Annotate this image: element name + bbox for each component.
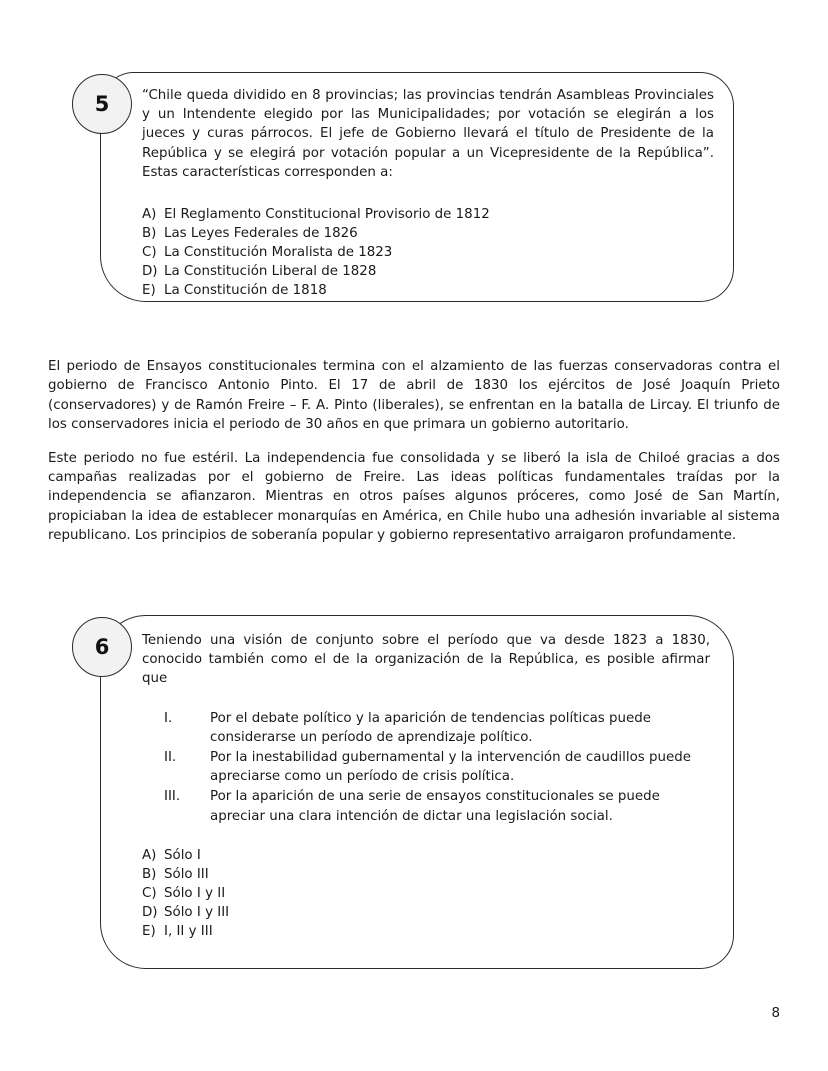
option-text: I, II y III (164, 923, 213, 939)
option-text: La Constitución de 1818 (164, 283, 327, 299)
body-text-block (48, 357, 780, 546)
option-text: Sólo I (164, 847, 201, 863)
answer-options-6 (142, 846, 710, 941)
statement-item (142, 709, 710, 747)
answer-options-5 (142, 205, 714, 300)
option-key: C) (142, 245, 157, 261)
option-text: Sólo I y III (164, 904, 230, 920)
statement-numeral: II. (164, 750, 177, 766)
statement-text: Por la aparición de una serie de ensayos constitucionales se puede apreciar una clara intención de dictar una legislación social. (210, 789, 660, 824)
option-text: El Reglamento Constitucional Provisorio de 1812 (164, 207, 490, 223)
statement-item (142, 748, 710, 786)
option-key: D) (142, 264, 158, 280)
answer-option[interactable] (142, 281, 714, 300)
option-text: La Constitución Moralista de 1823 (164, 245, 393, 261)
option-text: La Constitución Liberal de 1828 (164, 264, 377, 280)
option-text: Las Leyes Federales de 1826 (164, 226, 358, 242)
option-key: A) (142, 207, 157, 223)
answer-option[interactable] (142, 243, 714, 262)
answer-option[interactable] (142, 865, 710, 884)
option-key: B) (142, 226, 157, 242)
question-content-6 (142, 631, 710, 941)
statement-numeral: I. (164, 710, 173, 726)
option-key: C) (142, 885, 157, 901)
answer-option[interactable] (142, 262, 714, 281)
option-key: A) (142, 847, 157, 863)
statement-item (142, 787, 710, 825)
answer-option[interactable] (142, 903, 710, 922)
question-content-5 (142, 86, 714, 300)
answer-option[interactable] (142, 922, 710, 941)
question-stem-5: “Chile queda dividido en 8 provincias; las provincias tendrán Asambleas Provinciales y un Intendente elegido por las Municipalidades; por votación se elegirán a los jueces y curas párrocos. El jefe de Gobierno llevará el título de Presidente de la República y se elegirá por votación popular a un Vicepresidente de la República”. Estas características corresponden a: (142, 88, 714, 180)
question-stem-6: Teniendo una visión de conjunto sobre el período que va desde 1823 a 1830, conocido también como el de la organización de la República, es posible afirmar que (142, 633, 710, 687)
answer-option[interactable] (142, 846, 710, 865)
option-text: Sólo I y II (164, 885, 226, 901)
option-key: D) (142, 904, 158, 920)
option-text: Sólo III (164, 866, 209, 882)
paragraph: Este periodo no fue estéril. La independencia fue consolidada y se liberó la isla de Chiloé gracias a dos campañas realizadas por el gobierno de Freire. Las ideas políticas fundamentales traídas por la independencia se afianzaron. Mientras en otros países algunos próceres, como José de San Martín, propiciaban la idea de establecer monarquías en América, en Chile hubo una adhesión invariable al sistema republicano. Los principios de soberanía popular y gobierno representativo arraigaron profundamente. (48, 450, 780, 544)
paragraph: El periodo de Ensayos constitucionales termina con el alzamiento de las fuerzas conservadoras contra el gobierno de Francisco Antonio Pinto. El 17 de abril de 1830 los ejércitos de José Joaquín Prieto (conservadores) y de Ramón Freire – F. A. Pinto (liberales), se enfrentan en la batalla de Lircay. El triunfo de los conservadores inicia el periodo de 30 años en que primara un gobierno autoritario. (48, 359, 780, 433)
answer-option[interactable] (142, 205, 714, 224)
question-number-label: 6 (94, 635, 110, 659)
statement-numeral: III. (164, 789, 181, 805)
answer-option[interactable] (142, 224, 714, 243)
option-key: E) (142, 923, 156, 939)
page-number: 8 (771, 1006, 780, 1021)
option-key: B) (142, 866, 157, 882)
question-number-badge-6 (72, 617, 132, 677)
question-number-label: 5 (94, 92, 110, 116)
statement-text: Por el debate político y la aparición de tendencias políticas puede considerarse un período de aprendizaje político. (210, 710, 651, 745)
answer-option[interactable] (142, 884, 710, 903)
statement-text: Por la inestabilidad gubernamental y la intervención de caudillos puede apreciarse como un período de crisis política. (210, 750, 691, 785)
question-number-badge-5 (72, 74, 132, 134)
option-key: E) (142, 283, 156, 299)
statement-list-6 (142, 709, 710, 826)
